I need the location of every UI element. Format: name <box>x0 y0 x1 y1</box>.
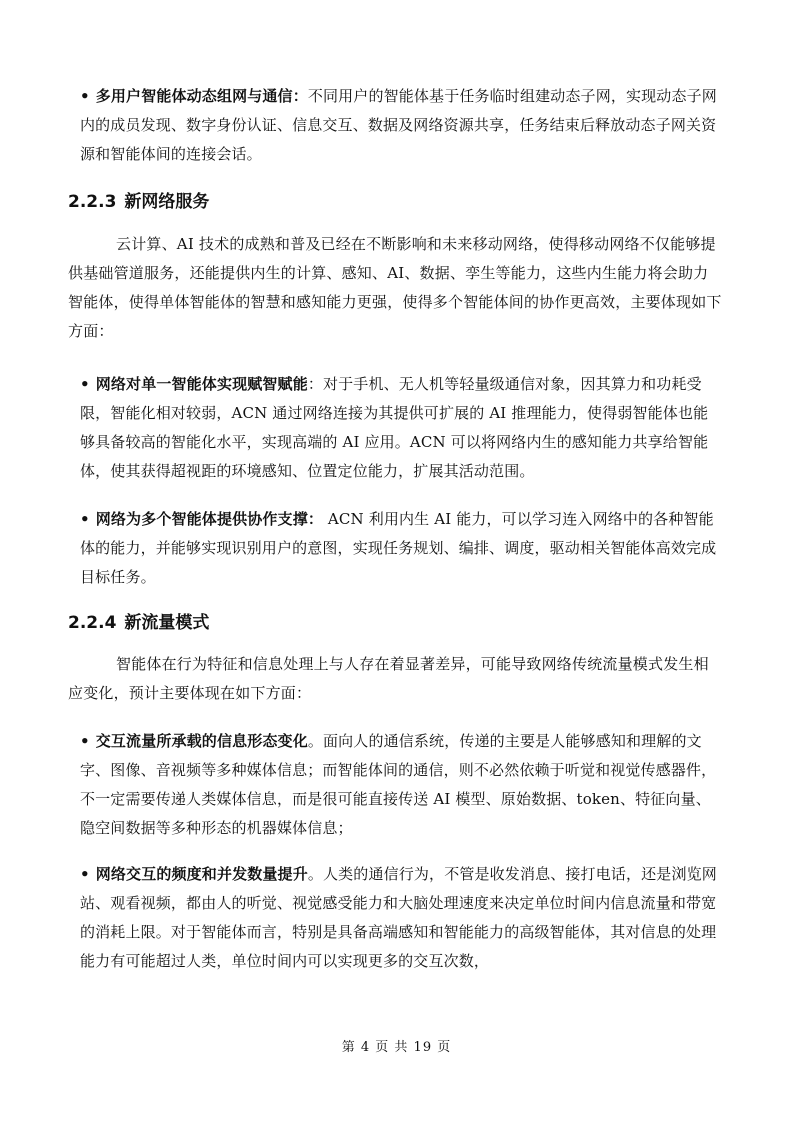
section-title: 新网络服务 <box>124 192 210 212</box>
bullet-dot: • <box>80 375 90 393</box>
bullet-multi-agent-collaboration <box>80 505 720 592</box>
bullet-traffic-information-form <box>80 727 720 843</box>
section-heading-2-2-4 <box>68 611 209 635</box>
section-intro-paragraph: 智能体在行为特征和信息处理上与人存在着显著差异，可能导致网络传统流量模式发生相应变化，预计主要体现在如下方面： <box>68 655 709 702</box>
bullet-lead: 网络为多个智能体提供协作支撑： <box>95 510 324 528</box>
section-heading-2-2-3 <box>68 190 209 214</box>
section-intro-paragraph: 云计算、AI 技术的成熟和普及已经在不断影响和未来移动网络，使得移动网络不仅能够提供基础管道服务，还能提供内生的计算、感知、AI、数据、孪生等能力，这些内生能力将会助力智能体，使得单体智能体的智慧和感知能力更强，使得多个智能体间的协作更高效，主要体现如下方面： <box>68 235 722 340</box>
bullet-dot: • <box>80 510 90 528</box>
section-title: 新流量模式 <box>124 613 210 633</box>
section-number: 2.2.4 <box>68 613 117 633</box>
bullet-body: ACN 利用内生 AI 能力，可以学习连入网络中的各种智能体的能力，并能够实现识别用户的意图，实现任务规划、编排、调度，驱动相关智能体高效完成目标任务。 <box>80 510 717 586</box>
bullet-multi-user-networking <box>80 82 720 169</box>
bullet-dot: • <box>80 87 90 105</box>
section-number: 2.2.3 <box>68 192 117 212</box>
bullet-body: 。面向人的通信系统，传递的主要是人能够感知和理解的文字、图像、音视频等多种媒体信息；而智能体间的通信，则不必然依赖于听觉和视觉传感器件，不一定需要传递人类媒体信息，而是很可能直接传送 AI 模型、原始数据、token、特征向量、隐空间数据等多种形态的机器媒体信息； <box>80 732 717 837</box>
bullet-lead: 网络对单一智能体实现赋智赋能 <box>95 375 308 393</box>
bullet-lead: 多用户智能体动态组网与通信： <box>95 87 308 105</box>
bullet-body: 不同用户的智能体基于任务临时组建动态子网，实现动态子网内的成员发现、数字身份认证、信息交互、数据及网络资源共享，任务结束后释放动态子网关资源和智能体间的连接会话。 <box>80 87 717 163</box>
bullet-body: 。人类的通信行为，不管是收发消息、接打电话，还是浏览网站、观看视频，都由人的听觉、视觉感受能力和大脑处理速度来决定单位时间内信息流量和带宽的消耗上限。对于智能体而言，特别是具备高端感知和智能能力的高级智能体，其对信息的处理能力有可能超过人类，单位时间内可以实现更多的交互次数， <box>80 865 717 970</box>
page-footer: 第 4 页 共 19 页 <box>341 1040 452 1055</box>
bullet-dot: • <box>80 732 90 750</box>
bullet-interaction-frequency <box>80 860 720 976</box>
bullet-single-agent-empowerment <box>80 370 720 486</box>
bullet-body: ：对于手机、无人机等轻量级通信对象，因其算力和功耗受限，智能化相对较弱，ACN 通过网络连接为其提供可扩展的 AI 推理能力，使得弱智能体也能够具备较高的智能化水平，实现高端的 AI 应用。ACN 可以将网络内生的感知能力共享给智能体，使其获得超视距的环境感知、位置定位能力，扩展其活动范围。 <box>80 375 709 480</box>
bullet-dot: • <box>80 865 90 883</box>
bullet-lead: 交互流量所承载的信息形态变化 <box>95 732 308 750</box>
bullet-lead: 网络交互的频度和并发数量提升 <box>95 865 308 883</box>
